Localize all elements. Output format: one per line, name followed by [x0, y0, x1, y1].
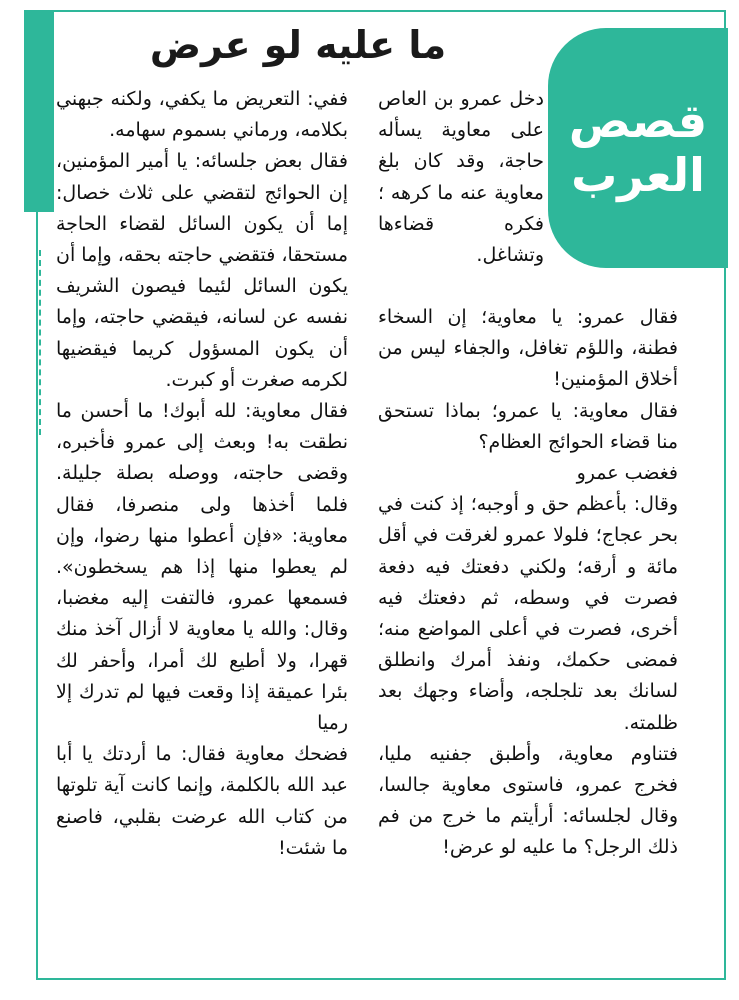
paragraph: ففي: التعريض ما يكفي، ولكنه جبهني بكلامه، ورماني بسموم سهامه.	[56, 88, 348, 142]
section-badge	[548, 28, 728, 268]
paragraph: فقال عمرو: يا معاوية؛ إن السخاء فطنة، واللؤم تغافل، والجفاء ليس من أخلاق المؤمنين!	[378, 306, 678, 391]
accent-bar	[24, 10, 54, 212]
title-area	[58, 12, 538, 78]
badge-line-2: العرب	[571, 148, 705, 202]
paragraph: فقال بعض جلسائه: يا أمير المؤمنين، إن الحوائج لتقضي على ثلاث خصال: إما أن يكون السائل لقضاء الحاجة مستحقا، فتقضي حاجته بحقه، وإما أن يكون السائل لئيما فيصون الشريف نفسه عن لسانه، فيقضي حاجته، وإما أن يكون المسؤول كريما فيقضيها لكرمه صغرت أو كبرت.	[56, 150, 348, 391]
right-column-bottom	[378, 302, 678, 864]
decorative-dashed-line	[39, 250, 41, 435]
paragraph: فضحك معاوية فقال: ما أردتك يا أبا عبد الله بالكلمة، وإنما كانت آية تلوتها من كتاب الله عرضت بقلبي، فاصنع ما شئت!	[56, 743, 348, 859]
right-column-top	[378, 84, 544, 271]
paragraph: فغضب عمرو	[576, 462, 678, 485]
left-column	[56, 84, 348, 864]
paragraph: فقال معاوية: لله أبوك! ما أحسن ما نطقت به! وبعث إلى عمرو فأخبره، وقضى حاجته، ووصله بصلة جليلة. فلما أخذها ولى منصرفا، فقال معاوية: «فإن أعطوا منها رضوا، وإن لم يعطوا منها إذا هم يسخطون». فسمعها عمرو، فالتفت إليه مغضبا، وقال: والله يا معاوية لا أزال آخذ منك قهرا، ولا أطيع لك أمرا، وأحفر لك بئرا عميقة إذا وقعت فيها لم تدرك إلا رميا	[56, 400, 348, 735]
paragraph: وقال: بأعظم حق و أوجبه؛ إذ كنت في بحر عجاج؛ فلولا عمرو لغرقت في أقل مائة و أرقه؛ ولكني دفعتك فيه دفعة فصرت في وسطه، ثم دفعتك فيه أخرى، فصرت في أعلى المواضع منه؛ فمضى حكمك، ونفذ أمرك وانطلق لسانك بعد تلجلجه، وأضاء وجهك بعد ظلمته.	[378, 493, 678, 734]
badge-line-1: قصص	[568, 94, 708, 148]
page-title: ما عليه لو عرض	[149, 23, 447, 67]
paragraph: فتناوم معاوية، وأطبق جفنيه مليا، فخرج عمرو، فاستوى معاوية جالسا، وقال لجلسائه: أرأيتم ما خرج من فم ذلك الرجل؟ ما عليه لو عرض!	[378, 742, 678, 859]
paragraph: فقال معاوية: يا عمرو؛ بماذا تستحق منا قضاء الحوائج العظام؟	[378, 399, 678, 453]
paragraph: دخل عمرو بن العاص على معاوية يسأله حاجة، وقد كان بلغ معاوية عنه ما كرهه ؛ فكره قضاءها وتشاغل.	[378, 88, 544, 267]
